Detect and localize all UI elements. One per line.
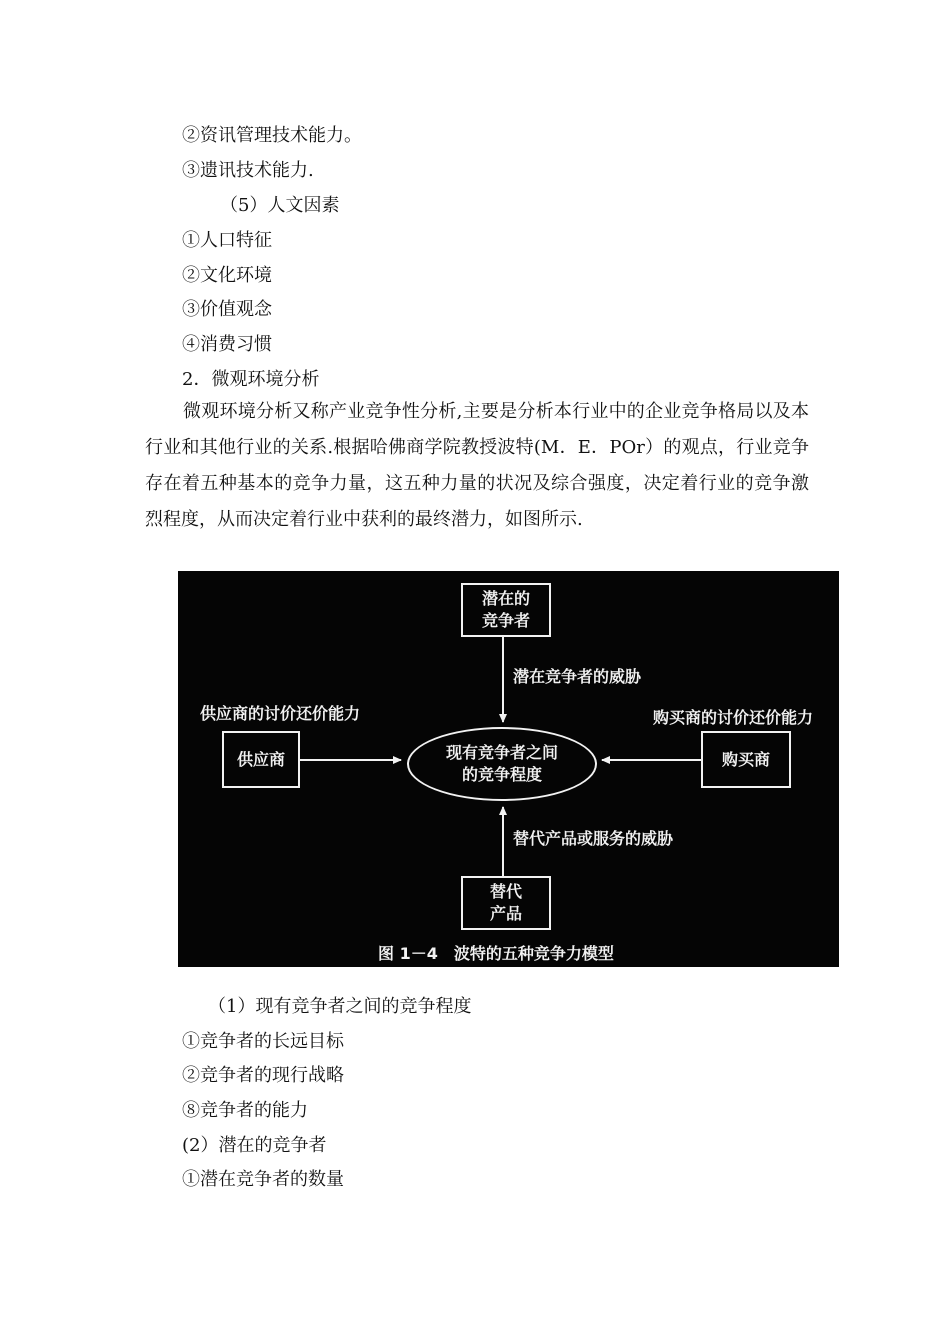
box-text: 产品	[489, 904, 522, 923]
section-heading: 2．微观环境分析	[182, 369, 320, 390]
supplier-box	[222, 731, 300, 788]
text-line: ①潜在竞争者的数量	[182, 1169, 344, 1190]
ellipse-text: 现有竞争者之间	[445, 743, 558, 762]
industry-rivalry-ellipse	[407, 727, 597, 801]
figure-caption: 图 1－4 波特的五种竞争力模型	[378, 944, 614, 963]
text-line: ①竞争者的长远目标	[182, 1031, 344, 1052]
section-heading: （5）人文因素	[220, 195, 340, 216]
text-line: ②竞争者的现行战略	[182, 1065, 344, 1086]
substitute-threat-label: 替代产品或服务的威胁	[513, 829, 674, 848]
potential-competitors-box	[461, 583, 551, 637]
box-text: 竞争者	[481, 611, 530, 630]
text-line: ③价值观念	[182, 299, 272, 320]
section-heading: （1）现有竞争者之间的竞争程度	[208, 996, 472, 1017]
box-text: 潜在的	[481, 589, 530, 608]
potential-threat-label: 潜在竞争者的威胁	[513, 667, 642, 686]
box-text: 替代	[489, 882, 522, 901]
buyer-box	[701, 731, 791, 788]
section-heading: (2）潜在的竞争者	[182, 1135, 327, 1156]
ellipse-text: 的竞争程度	[461, 765, 542, 784]
box-text: 购买商	[721, 749, 770, 769]
text-line: ④消费习惯	[182, 334, 272, 355]
supplier-power-label: 供应商的讨价还价能力	[200, 704, 361, 723]
box-text: 供应商	[236, 749, 285, 769]
text-line: ③遗讯技术能力.	[182, 160, 314, 181]
text-line: ②文化环境	[182, 265, 272, 286]
substitutes-box	[461, 876, 551, 930]
text-line: ⑧竞争者的能力	[182, 1100, 308, 1121]
porter-five-forces-figure	[178, 571, 839, 967]
body-paragraph: 微观环境分析又称产业竞争性分析,主要是分析本行业中的企业竞争格局以及本行业和其他行业的关系.根据哈佛商学院教授波特(M．E．POr）的观点，行业竞争存在着五种基本的竞争力量，这五种力量的状况及综合强度，决定着行业的竞争激烈程度，从而决定着行业中获利的最终潜力，如图所示.	[145, 401, 809, 530]
buyer-power-label: 购买商的讨价还价能力	[653, 708, 814, 727]
text-line: ②资讯管理技术能力。	[182, 125, 362, 146]
text-line: ①人口特征	[182, 230, 272, 251]
